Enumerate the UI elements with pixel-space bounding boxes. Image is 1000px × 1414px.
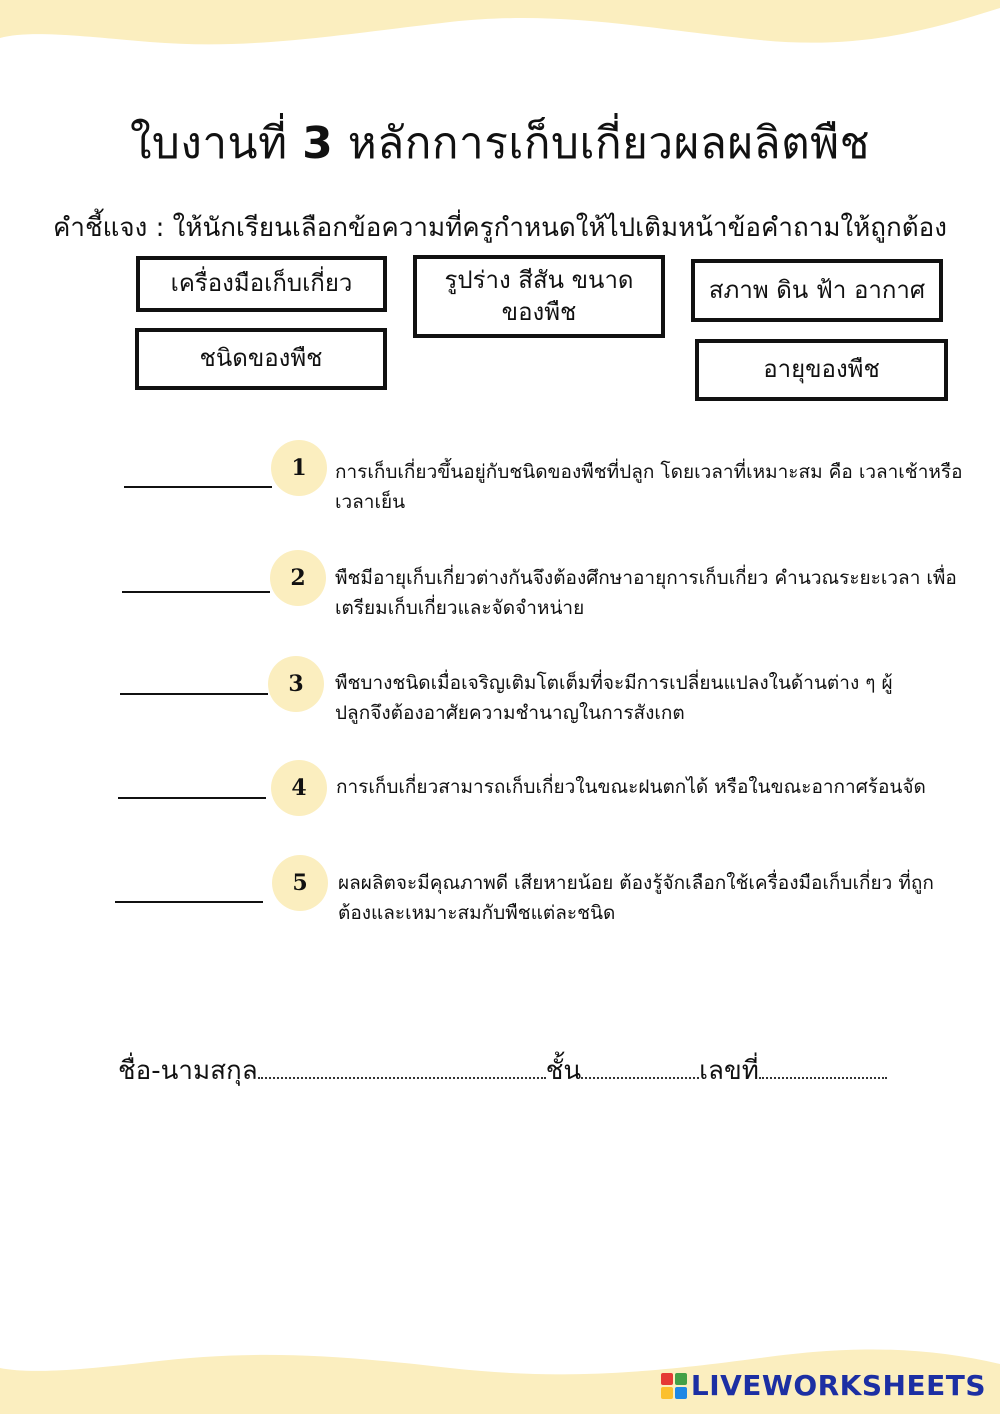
number-field[interactable] [759,1055,887,1079]
choice-label: เครื่องมือเก็บเกี่ยว [170,269,353,298]
title-suffix: หลักการเก็บเกี่ยวผลผลิตพืช [347,118,871,169]
top-wave-decoration [0,0,1000,60]
question-text-3: พืชบางชนิดเมื่อเจริญเติมโตเต็มที่จะมีการเปลี่ยนแปลงในด้านต่าง ๆ ผู้ปลูกจึงต้องอาศัยความชำนาญในการสังเกต [335,672,893,724]
question-number-4 [271,760,327,816]
liveworksheets-icon [661,1373,687,1399]
name-field[interactable] [258,1055,546,1079]
choice-box-plant-age[interactable] [695,339,948,401]
title-prefix: ใบงานที่ [129,118,288,169]
question-number-3 [268,656,324,712]
class-field[interactable] [581,1055,699,1079]
question-text-1: การเก็บเกี่ยวขึ้นอยู่กับชนิดของพืชที่ปลูก โดยเวลาที่เหมาะสม คือ เวลาเช้าหรือเวลาเย็น [335,461,963,513]
question-number-text: 4 [291,775,307,801]
question-text-4: การเก็บเกี่ยวสามารถเก็บเกี่ยวในขณะฝนตกได้ หรือในขณะอากาศร้อนจัด [336,776,926,798]
answer-blank-4[interactable] [118,797,266,799]
answer-blank-1[interactable] [124,486,272,488]
question-number-1 [271,440,327,496]
question-number-text: 1 [291,455,307,481]
choice-box-shape[interactable] [413,255,665,338]
choice-box-plant-type[interactable] [135,328,387,390]
question-number-text: 5 [292,870,308,896]
question-number-5 [272,855,328,911]
class-label: ชั้น [545,1056,582,1086]
liveworksheets-logo [661,1369,986,1402]
number-label: เลขที่ [699,1056,759,1086]
name-label: ชื่อ-นามสกุล [118,1056,258,1086]
question-text-2: พืชมีอายุเก็บเกี่ยวต่างกันจึงต้องศึกษาอายุการเก็บเกี่ยว คำนวณระยะเวลา เพื่อเตรียมเก็บเกี่ยวและจัดจำหน่าย [335,567,957,619]
question-number-text: 2 [290,565,306,591]
choice-label: สภาพ ดิน ฟ้า อากาศ [708,275,926,304]
student-info-line [118,1050,887,1091]
brand-text: LIVEWORKSHEETS [690,1369,986,1402]
title-number: 3 [302,118,334,169]
question-text-5: ผลผลิตจะมีคุณภาพดี เสียหายน้อย ต้องรู้จักเลือกใช้เครื่องมือเก็บเกี่ยว ที่ถูกต้องและเหมาะสมกับพืชแต่ละชนิด [338,872,934,924]
choice-box-tools[interactable] [136,256,387,312]
answer-blank-5[interactable] [115,901,263,903]
answer-blank-3[interactable] [120,693,268,695]
choice-label: ชนิดของพืช [199,344,323,373]
question-number-2 [270,550,326,606]
choice-label: รูปร่าง สีสัน ขนาด ของพืช [444,266,634,326]
instruction-text: คำชี้แจง : ให้นักเรียนเลือกข้อความที่ครูกำหนดให้ไปเติมหน้าข้อคำถามให้ถูกต้อง [53,213,947,243]
answer-blank-2[interactable] [122,591,270,593]
choice-box-weather[interactable] [691,259,943,322]
question-number-text: 3 [288,671,304,697]
choice-label: อายุของพืช [763,355,880,384]
page-title [0,108,1000,178]
